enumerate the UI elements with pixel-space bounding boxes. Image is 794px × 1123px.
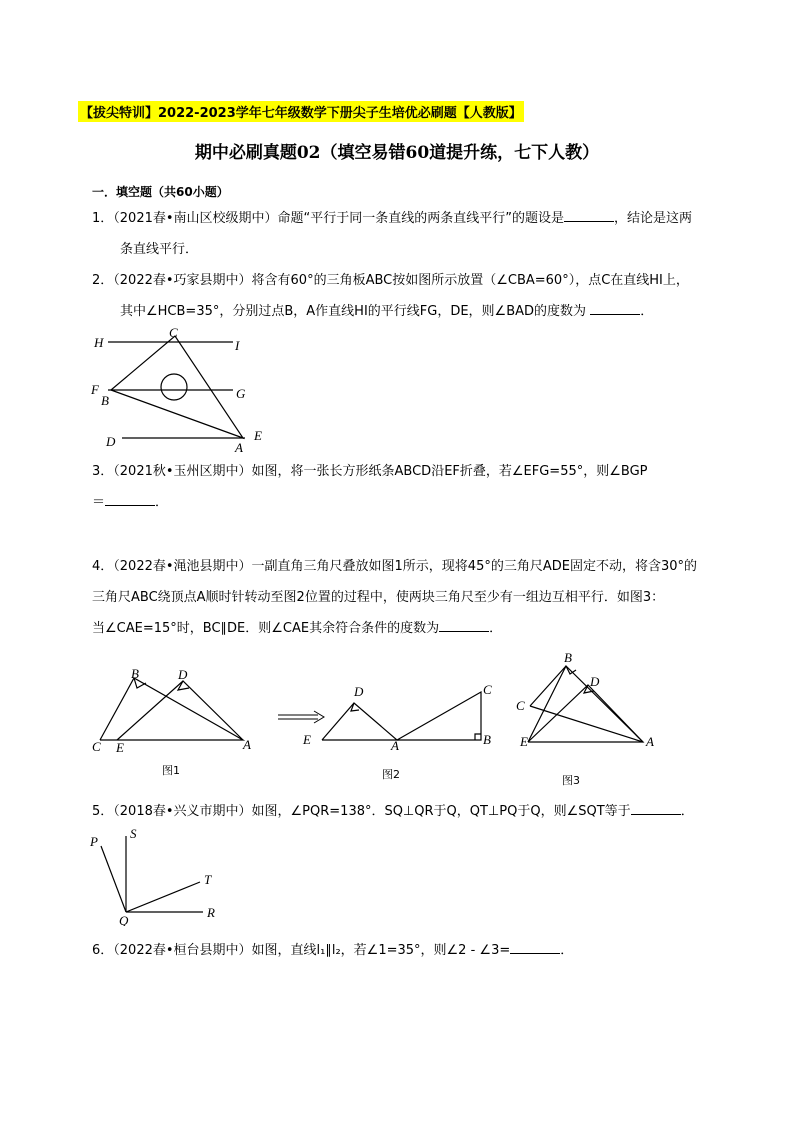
- q4-figure-2: [322, 692, 481, 740]
- question-3: [92, 456, 732, 518]
- answer-blank: [564, 209, 614, 222]
- fig2-caption: 图2: [382, 768, 400, 781]
- label-e: E: [254, 428, 262, 443]
- question-4-line3: 当∠CAE=15°时，BC∥DE．则∠CAE其余符合条件的度数为: [92, 621, 440, 636]
- q4-figure-3: [528, 666, 643, 742]
- q5-label-r: R: [207, 905, 215, 920]
- fig2-label-d: D: [354, 684, 364, 699]
- question-6-line1b: ．: [560, 943, 574, 958]
- question-1-line1b: ，结论是这两: [614, 211, 693, 226]
- question-2-line1: 2．（2022春•巧家县期中）将含有60°的三角板ABC按如图所示放置（∠CBA=60°），点C在直线HI上，: [92, 273, 689, 288]
- fig3-label-a: A: [646, 734, 654, 749]
- triangle-abc: [111, 336, 243, 438]
- answer-blank: [105, 493, 155, 506]
- label-f: F: [91, 382, 99, 397]
- q5-label-s: S: [130, 826, 137, 841]
- question-4-line1: 4．（2022春•渑池县期中）一副直角三角尺叠放如图1所示，现将45°的三角尺ADE固定不动，将含30°的: [92, 559, 697, 574]
- fig2-label-b: B: [483, 732, 491, 747]
- question-5: [92, 796, 732, 827]
- question-1: [92, 203, 732, 265]
- angle-circle-mark: [161, 374, 187, 400]
- question-3-line2b: ．: [155, 495, 169, 510]
- right-arrow-icon: [278, 711, 324, 723]
- label-g: G: [236, 386, 246, 401]
- question-5-line1b: ．: [680, 804, 694, 819]
- question-6-line1: 6．（2022春•桓台县期中）如图，直线l₁∥l₂，若∠1=35°，则∠2 - ∠3=: [92, 943, 511, 958]
- q4-figure-1: [100, 678, 243, 740]
- question-4-line2: 三角尺ABC绕顶点A顺时针转动至图2位置的过程中，使两块三角尺至少有一组边互相平行．如图3：: [92, 590, 665, 605]
- answer-blank: [631, 802, 681, 815]
- question-1-line1: 1．（2021春•南山区校级期中）命题“平行于同一条直线的两条直线平行”的题设是: [92, 211, 564, 226]
- ray-qt: [126, 882, 200, 912]
- q4-figures: [88, 648, 708, 793]
- fig2-label-e: E: [303, 732, 311, 747]
- fig1-label-b: B: [131, 666, 139, 681]
- label-h: H: [94, 335, 104, 350]
- label-b: B: [101, 393, 109, 408]
- label-a: A: [235, 440, 243, 455]
- fig3-label-b: B: [564, 650, 572, 665]
- page-title: 期中必刷真题02（填空易错60道提升练，七下人教）: [194, 143, 600, 163]
- answer-blank: [439, 619, 489, 632]
- question-3-line1: 3．（2021秋•玉州区期中）如图，将一张长方形纸条ABCD沿EF折叠，若∠EFG=55°，则∠BGP: [92, 464, 648, 479]
- question-1-line2: 条直线平行．: [120, 242, 199, 257]
- fig1-label-d: D: [178, 667, 188, 682]
- question-4: [92, 551, 732, 644]
- ray-qp: [101, 846, 126, 912]
- fig3-label-e: E: [520, 734, 528, 749]
- section-heading: 一．填空题（共60小题）: [92, 185, 229, 199]
- q2-figure: [85, 326, 285, 456]
- fig1-label-c: C: [92, 739, 101, 754]
- fig1-label-e: E: [116, 740, 124, 755]
- fig1-label-a: A: [243, 737, 251, 752]
- header-banner: 【拔尖特训】2022-2023学年七年级数学下册尖子生培优必刷题【人教版】: [78, 101, 524, 122]
- label-i: I: [235, 338, 240, 353]
- label-d: D: [106, 434, 116, 449]
- q5-label-q: Q: [119, 913, 129, 926]
- fig2-label-a: A: [391, 738, 399, 753]
- q5-figure: [85, 826, 235, 926]
- question-2: [92, 265, 732, 327]
- question-2-line2: 其中∠HCB=35°，分别过点B，A作直线HI的平行线FG，DE，则∠BAD的度数为: [120, 304, 587, 319]
- fig3-label-c: C: [516, 698, 525, 713]
- answer-blank: [590, 302, 640, 315]
- answer-blank: [510, 941, 560, 954]
- fig1-caption: 图1: [162, 764, 180, 777]
- question-2-line2b: ．: [640, 304, 654, 319]
- question-6: [92, 935, 732, 966]
- question-4-line3b: ．: [489, 621, 503, 636]
- fig2-label-c: C: [483, 682, 492, 697]
- q5-label-p: P: [90, 834, 98, 849]
- question-5-line1: 5．（2018春•兴义市期中）如图，∠PQR=138°．SQ⊥QR于Q，QT⊥PQ于Q，则∠SQT等于: [92, 804, 631, 819]
- fig3-label-d: D: [590, 674, 600, 689]
- q5-label-t: T: [204, 872, 212, 887]
- fig3-caption: 图3: [562, 774, 580, 787]
- label-c: C: [169, 326, 178, 340]
- question-3-line2: ＝: [92, 495, 106, 510]
